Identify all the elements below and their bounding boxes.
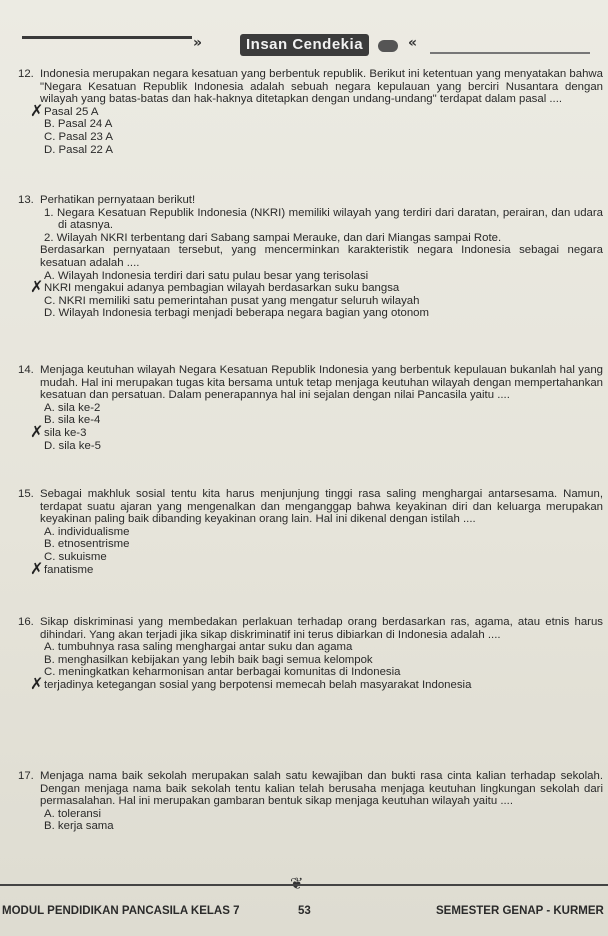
option-c[interactable]: C. Pasal 23 A [44,130,114,143]
option-d[interactable]: D. Pasal 22 A [44,143,114,156]
header-pill-decoration [378,40,398,52]
option-d[interactable]: ✗ fanatisme [30,558,94,578]
question-text: Indonesia merupakan negara kesatuan yang berbentuk republik. Berikut ini ketentuan yang menyatakan bahwa "Negara Kesatuan Republik Indonesia adalah sebuah negara kepulauan yang berciri Nusantara dengan wilayah yang batas-batas dan hak-haknya ditetapkan dengan undang-undang" terdapat dalam pasal .... [40,68,603,106]
option-c[interactable]: C. meningkatkan keharmonisan antar berbagai komunitas di Indonesia [44,666,401,679]
question-15 [18,488,603,576]
option-d[interactable]: ✗ terjadinya ketegangan sosial yang berpotensi memecah belah masyarakat Indonesia [30,673,472,693]
question-text: Menjaga nama baik sekolah merupakan salah satu kewajiban dan bukti rasa cinta kalian terhadap sekolah. Dengan menjaga nama baik sekolah tentu kalian telah berusaha menjaga keutuhan lingkungan sekolah dari permasalahan. Hal ini merupakan gambaran bentuk sikap menjaga keutuhan wilayah yaitu .... [40,770,603,808]
option-b[interactable]: B. kerja sama [44,820,114,833]
option-c[interactable]: C. NKRI memiliki satu pemerintahan pusat yang mengatur seluruh wilayah [44,294,420,307]
option-c[interactable]: ✗ sila ke-3 [30,421,87,441]
footer-semester: SEMESTER GENAP - KURMER [436,905,604,917]
question-number: 14. [18,364,34,376]
footer-module-title: MODUL PENDIDIKAN PANCASILA KELAS 7 [2,905,240,917]
chevron-right-icon: » [193,35,201,51]
option-d[interactable]: D. Wilayah Indonesia terbagi menjadi beberapa negara bagian yang otonom [44,307,430,320]
statement-1: 1. Negara Kesatuan Republik Indonesia (NKRI) memiliki wilayah yang terdiri dari daratan, perairan, dan udara di atasnya. [44,206,603,232]
option-b[interactable]: B. sila ke-4 [44,414,101,427]
question-number: 16. [18,616,34,628]
option-b[interactable]: B. Pasal 24 A [44,118,113,131]
question-17 [18,770,603,833]
cross-mark-icon: ✗ [30,421,44,441]
brand-title: Insan Cendekia [240,34,369,56]
question-13 [18,194,603,320]
question-12 [18,68,603,156]
question-text: Sebagai makhluk sosial tentu kita harus menjunjung tinggi rasa saling menghargai antarsesama. Namun, terdapat suatu ajaran yang mengenalkan dan menganggap bahwa keyakinan diri dan keluarga merupakan keyakinan paling baik dibanding keyakinan orang lain. Hal ini dikenal dengan istilah .... [40,488,603,526]
question-number: 17. [18,770,34,782]
option-a[interactable]: A. tumbuhnya rasa saling menghargai antar suku dan agama [44,641,353,654]
option-c[interactable]: C. sukuisme [44,550,107,563]
option-a[interactable]: A. toleransi [44,807,101,820]
option-d[interactable]: D. sila ke-5 [44,439,101,452]
option-a[interactable]: A. Wilayah Indonesia terdiri dari satu pulau besar yang terisolasi [44,269,369,282]
option-b[interactable]: B. etnosentrisme [44,538,130,551]
footer-rule [0,884,608,886]
cross-mark-icon: ✗ [30,673,44,693]
option-a[interactable]: A. sila ke-2 [44,401,101,414]
question-number: 12. [18,68,34,80]
question-number: 15. [18,488,34,500]
header-rule-right [430,52,590,54]
statement-2: 2. Wilayah NKRI terbentang dari Sabang sampai Merauke, dan dari Miangas sampai Rote. [44,231,502,244]
question-followup: Berdasarkan pernyataan tersebut, yang mencerminkan karakteristik negara Indonesia sebagai negara kesatuan adalah .... [40,244,603,269]
question-number: 13. [18,194,34,206]
question-16 [18,616,603,692]
cross-mark-icon: ✗ [30,277,44,297]
header-banner [0,30,608,70]
cross-mark-icon: ✗ [30,100,44,120]
option-b[interactable]: ✗ NKRI mengakui adanya pembagian wilayah berdasarkan suku bangsa [30,277,400,297]
option-a[interactable]: A. individualisme [44,525,130,538]
option-b[interactable]: B. menghasilkan kebijakan yang lebih baik bagi semua kelompok [44,653,373,666]
option-a[interactable]: ✗ Pasal 25 A [30,100,99,120]
question-text: Sikap diskriminasi yang membedakan perlakuan terhadap orang berdasarkan ras, agama, atau etnis harus dihindari. Yang akan terjadi jika sikap diskriminatif ini terus dibiarkan di Indonesia adalah .... [40,616,603,641]
page-number: 53 [298,905,311,917]
question-14 [18,364,603,452]
question-text: Menjaga keutuhan wilayah Negara Kesatuan Republik Indonesia yang berbentuk kepulauan bukanlah hal yang mudah. Hal ini merupakan tugas kita bersama untuk tetap menjaga keutuhan wilayah dengan mempertahankan kesatuan dan persatuan. Dalam penerapannya hal ini sejalan dengan nilai Pancasila yaitu .... [40,364,603,402]
header-rule-left [22,36,192,39]
cross-mark-icon: ✗ [30,558,44,578]
question-text: Perhatikan pernyataan berikut! [40,194,196,206]
chevron-left-icon: « [408,35,416,51]
